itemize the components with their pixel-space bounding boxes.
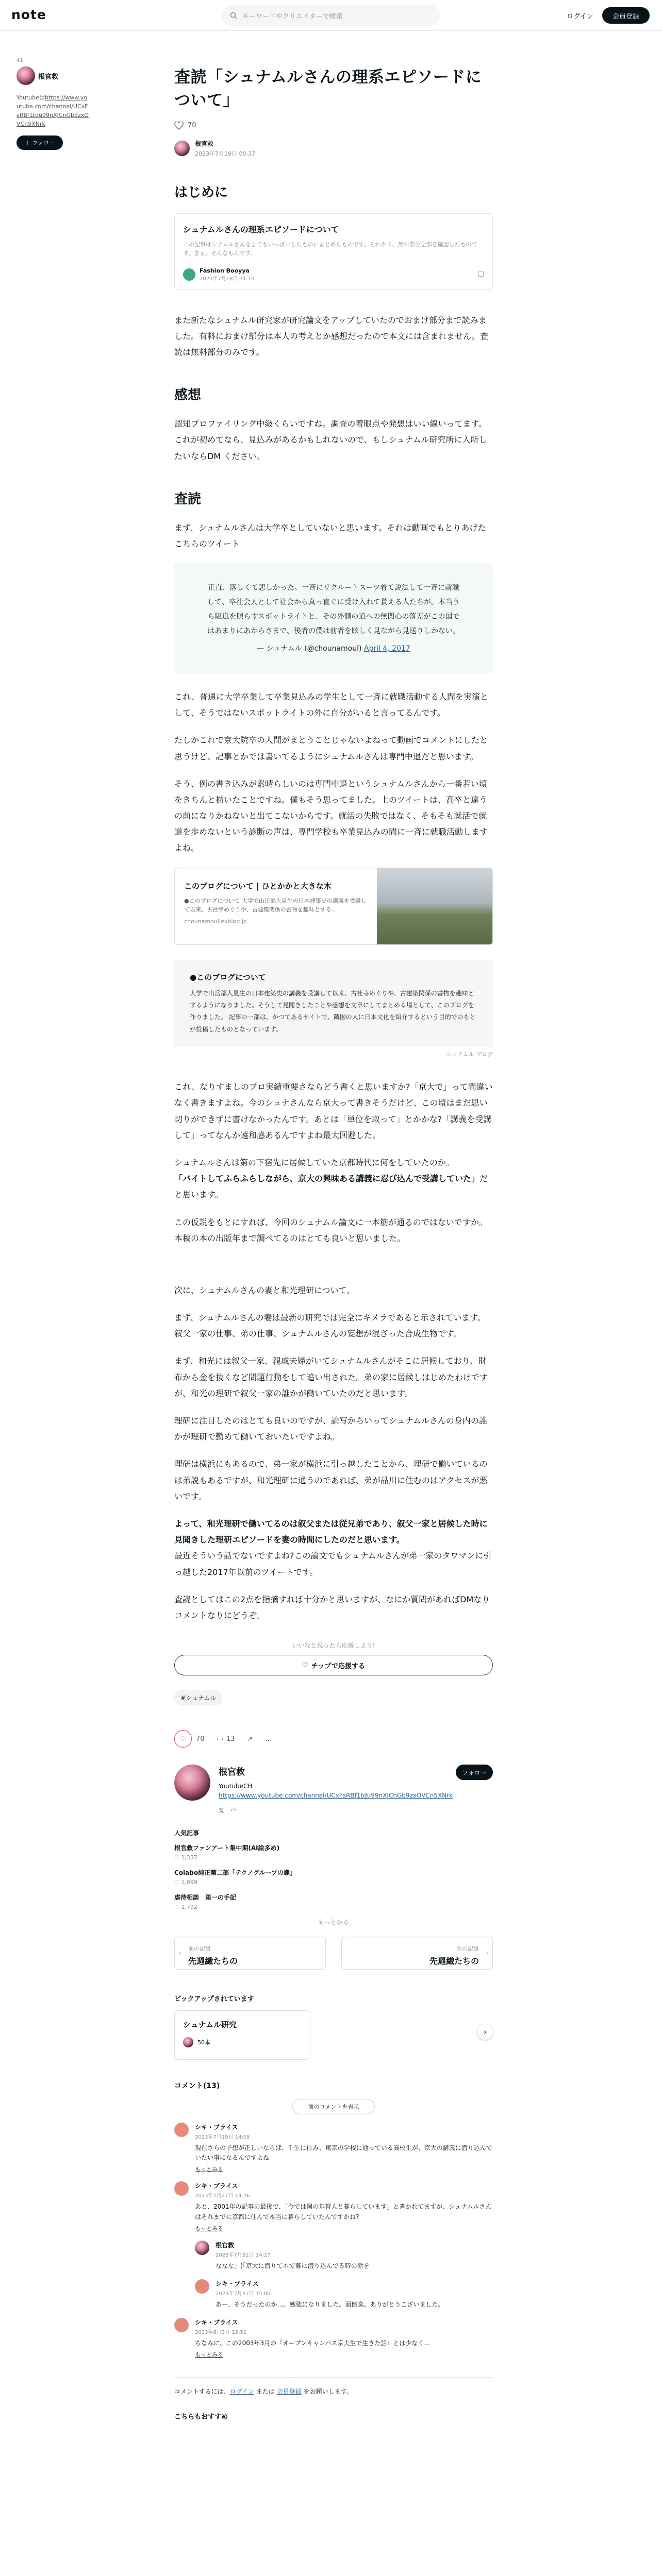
pickup-count: 50本 xyxy=(197,2039,210,2046)
popular-heading: 人気記事 xyxy=(174,1829,200,1837)
prev-article[interactable] xyxy=(174,1937,326,1970)
prev-title: 先週繊たちの xyxy=(188,1956,238,1967)
tweet-attribution xyxy=(205,641,462,656)
paragraph-6: この仮説をもとにすれば、今回のシュナムル論文に一本筋が通るのではないですか。本稿の本の出版年まで調べてるのはとても良いと思いました。 xyxy=(174,1217,487,1243)
comment-date: 2023年8月3日 12:51 xyxy=(195,2330,247,2336)
tweet-date-link[interactable]: April 4, 2017 xyxy=(363,644,410,653)
share-icon: ↗ xyxy=(247,1735,253,1743)
publish-date: 2023年7月19日 00:37 xyxy=(195,150,256,157)
embed-title: シュナムルさんの理系エピソードについて xyxy=(183,224,339,234)
pickup-section xyxy=(174,1993,493,2060)
commenter-name[interactable]: シキ・ブライス xyxy=(195,2182,238,2190)
creator-profile xyxy=(174,1765,493,1815)
prompt-text-1: コメントするには、 xyxy=(174,2388,230,2396)
popular-item-count: ♡ 1,099 xyxy=(174,1879,197,1886)
tweet-author: — シュナムル (@chounamoul) xyxy=(257,644,362,653)
like-button[interactable] xyxy=(174,1730,205,1748)
comment-date: 2023年7月27日 14:26 xyxy=(195,2193,250,2199)
comment-item xyxy=(174,2181,493,2232)
paragraph-8: まず、シュナムルさんの妻は最新の研究では完全にキメラであると示されています。叙父一家の仕事、弟の仕事、シュナムルさんの妄想が混ざった合成生物です。 xyxy=(174,1313,486,1339)
p12-a: よって、和光理研で働いてるのは叙父または従兄弟であり、叙父一家と居候した時に見聞きした理研エピソードを妻の時間にしたのだと思います。 xyxy=(174,1518,488,1545)
commenter-avatar[interactable] xyxy=(195,2279,209,2294)
prompt-text-2: または xyxy=(256,2388,275,2396)
chevron-right-icon: › xyxy=(486,1950,488,1957)
more-link[interactable]: もっとみる xyxy=(318,1919,349,1926)
commenter-name[interactable]: シキ・ブライス xyxy=(216,2280,259,2288)
popular-item-title: 虐待相談 第一の手記 xyxy=(174,1894,237,1902)
follow-button[interactable] xyxy=(16,135,63,150)
pickup-heading: ピックアップされています xyxy=(174,1995,254,2004)
p5-a: シュナムルさんは第の下宿先に居候していた京都時代に何をしていたのか。 xyxy=(174,1157,454,1167)
impression-paragraph: 認知プロファイリング中級くらいですね。調査の着眼点や発想はいい線いってます。これが初めてなら、見込みがあるかもしれないので、もしシュナムル研究所に入所したいならDM ください。 xyxy=(174,419,487,461)
signup-link[interactable]: 会員登録 xyxy=(276,2388,302,2396)
follow-icon: ＋ xyxy=(24,140,30,147)
commenter-avatar[interactable] xyxy=(195,2241,209,2255)
embedded-note-card[interactable] xyxy=(174,213,493,290)
comment-count: 13 xyxy=(226,1735,235,1743)
comment-date: 2023年7月31日 14:27 xyxy=(216,2252,271,2258)
commenter-name[interactable]: シキ・ブライス xyxy=(195,2124,238,2131)
note-logo[interactable]: note xyxy=(11,7,46,22)
avatar[interactable] xyxy=(16,66,35,85)
profile-link[interactable]: https://www.youtube.com/channel/UCxFsRBf1tdu99nXJCnGb9zxOVCn5XNrk xyxy=(219,1792,453,1800)
paragraph-1: これ、普通に大学卒業して卒業見込みの学生として一斉に就職活動する人間を実演として、そうではないスポットライトの外に自分がいると言ってるんです。 xyxy=(174,691,488,718)
action-bar xyxy=(174,1728,493,1749)
like-heart-icon: ♡ xyxy=(174,1730,192,1748)
comment-text: あー、そうだったのか…。勉強になりました。面倒臭、ありがとうございました。 xyxy=(216,2301,444,2309)
paragraph-7: 次に、シュナムルさんの妻と和光理研について。 xyxy=(174,1285,355,1295)
comment-item xyxy=(174,2123,493,2173)
next-label: 次の記事 xyxy=(456,1945,479,1953)
embedded-tweet[interactable] xyxy=(174,563,493,673)
site-header xyxy=(0,0,662,31)
profile-description xyxy=(219,1782,453,1800)
section-heading-review: 査読 xyxy=(174,491,202,507)
blog-heading: ●このブログについて xyxy=(190,972,266,982)
support-section xyxy=(174,1641,493,1675)
link-card[interactable] xyxy=(174,868,493,945)
intro-paragraph: また新たなシュナムル研究家が研究論文をアップしていたのでおまけ部分まで読みました。有料におまけ部分は本人の考えとか感想だったので本文には含まれません。査読は無料部分のみです。 xyxy=(174,315,488,358)
tip-button[interactable] xyxy=(174,1655,493,1675)
comment-more-link[interactable]: もっとみる xyxy=(195,2166,223,2173)
comment-text: 現在さらの予想が正しいならば、千生に住み、東京の学校に通っている高校生が、京大の講義に潜り込んでいたい事になるんですよね xyxy=(195,2144,492,2162)
login-button[interactable]: ログイン xyxy=(567,12,593,21)
commenter-avatar[interactable] xyxy=(174,2181,189,2196)
comment-text: あと、2001年の記事の最後で、「今では岡の基督人と暮らしています」と書かれてますが、シュナムルさんはそれまでに京都に住んで本当に暮らしていたんですかね? xyxy=(195,2203,492,2221)
link-card-thumbnail xyxy=(377,868,492,944)
article-nav xyxy=(174,1937,493,1970)
popular-item-title: 根官救ファンアート集中期(AI絵多め) xyxy=(174,1844,280,1852)
link-card-url: chounamoul.exblog.jp xyxy=(184,918,247,925)
article xyxy=(174,66,493,2421)
comment-button[interactable] xyxy=(217,1735,235,1743)
tip-label: チップで応援する xyxy=(311,1662,365,1670)
embed-author-row xyxy=(183,267,484,282)
rss-icon[interactable]: ◠ xyxy=(230,1807,237,1816)
bio-prefix: Youtubeは xyxy=(16,94,45,101)
prompt-text-3: をお願いします。 xyxy=(303,2388,353,2396)
commenter-name[interactable]: 根官救 xyxy=(216,2241,235,2249)
support-question: いいなと思ったら応援しよう! xyxy=(292,1642,375,1650)
article-meta xyxy=(174,139,493,158)
popular-count-value: 1,792 xyxy=(181,1904,197,1911)
login-link[interactable]: ログイン xyxy=(229,2388,255,2396)
p5-c: だと思います。 xyxy=(174,1174,488,1200)
pickup-meta xyxy=(183,2037,302,2047)
comment-text: ちなみに、この2003年3月の『オープンキャンパス京大生で生きた話』とは少なく... xyxy=(195,2340,430,2347)
popular-count-value: 1,337 xyxy=(181,1854,197,1861)
popular-item-title: Colabo純正第二部「テクノグループの鹿」 xyxy=(174,1869,296,1877)
blog-screenshot xyxy=(174,960,493,1047)
popular-item[interactable] xyxy=(174,1893,493,1910)
creator-name[interactable]: 根官救 xyxy=(38,73,59,81)
search-input[interactable] xyxy=(222,5,440,26)
like-summary xyxy=(174,122,493,130)
youtube-link[interactable]: https://www.youtube.com/channel/UCxFsRBf1tdu99nXJCnGb9zxOVCn5XNrk xyxy=(16,94,89,128)
comment-login-prompt xyxy=(174,2377,493,2396)
paragraph-2: たしかこれで京大院卒の人間がまとうことじゃないよねって動画でコメントにしたと思うけど、記事とかでは書いてるようにシュナムルさんは専門中退だと思います。 xyxy=(174,735,488,761)
x-icon[interactable]: 𝕏 xyxy=(219,1807,224,1816)
more-button[interactable] xyxy=(265,1735,272,1743)
commenter-avatar[interactable] xyxy=(174,2123,189,2137)
author-avatar[interactable] xyxy=(174,141,190,156)
comment-item xyxy=(174,2318,493,2359)
pickup-avatar xyxy=(183,2037,193,2047)
tweet-text: 正直、落しくて悲しかった。一斉にリクルートスーツ着て説法して一斉に就職して、卒社会人として社会から真っ直ぐに受け入れて貰える人たちが。本当うら駆道を照らすスポットライトと、その外側の道への無関心の落差がこの国ではあまりにあからさまで、後者の僕は前者を眩しく見ながら見送りしかない。 xyxy=(207,583,460,635)
profile-avatar[interactable] xyxy=(174,1765,210,1801)
pickup-card[interactable] xyxy=(174,2010,310,2060)
profile-desc-prefix: YoutubeCH xyxy=(219,1783,253,1790)
comment-more-link[interactable]: もっとみる xyxy=(195,2351,223,2359)
like-count-bottom: 70 xyxy=(196,1735,205,1743)
prev-label: 前の記事 xyxy=(188,1945,211,1953)
commenter-name[interactable]: シキ・ブライス xyxy=(195,2319,238,2327)
profile-name[interactable]: 根官救 xyxy=(219,1767,245,1778)
section-heading-impression: 感想 xyxy=(174,387,202,403)
more-icon: … xyxy=(265,1735,272,1743)
bookmark-icon: ☐ xyxy=(477,270,484,279)
carousel-next-button[interactable] xyxy=(477,2024,493,2040)
paragraph-9: まず、和光には叙父一家、親戚夫婦がいてシュナムルさんがそこに居候しており、財布から金を抜くなど問題行動をして追い出された。弟の家に居候しはじめたわけですが、和光の理研で叙父一家の誰かが働いていたのだと思います。 xyxy=(174,1356,488,1398)
embed-author: Fashion Booyya xyxy=(200,267,250,274)
chevron-left-icon: ‹ xyxy=(179,1950,181,1957)
p12-b: 最近そういう話でないですよね?この論文でもシュナムルさんが弟一家のタワマンに引っ越した2017年以前のツイートです。 xyxy=(174,1551,492,1577)
paragraph-12 xyxy=(174,1516,493,1580)
popular-count-value: 1,099 xyxy=(181,1879,197,1886)
link-card-description: ●このブログについて 大学で山岳部人見生の日本建築史の講義を受講して以来、古社寺めぐりや、古建築関係の書物を趣味とする... xyxy=(184,897,367,913)
popular-item-count: ♡ 1,337 xyxy=(174,1854,197,1861)
comment-more-link[interactable]: もっとみる xyxy=(195,2225,223,2232)
section-heading-intro: はじめに xyxy=(174,184,228,200)
tip-icon: ♡ xyxy=(302,1661,308,1669)
avatar-badge: 41 xyxy=(16,58,23,63)
embed-author-avatar xyxy=(183,268,195,281)
pickup-title: シュナムル研究 xyxy=(183,2020,237,2030)
paragraph-5 xyxy=(174,1155,493,1203)
link-card-title: このブログについて | ひとかかと大きな木 xyxy=(184,881,332,891)
share-button[interactable] xyxy=(247,1735,253,1743)
like-count: 70 xyxy=(188,122,196,130)
embed-date: 2023年7月18日 11:10 xyxy=(200,276,255,282)
comments-heading: コメント(13) xyxy=(174,2082,220,2091)
comment-item xyxy=(195,2279,493,2310)
author-name[interactable]: 根官救 xyxy=(195,140,214,147)
commenter-avatar[interactable] xyxy=(174,2318,189,2332)
popular-item[interactable] xyxy=(174,1843,493,1861)
arrow-right-icon: › xyxy=(484,2027,487,2037)
recommend-heading: こちらもおすすめ xyxy=(174,2413,228,2421)
popular-item-count: ♡ 1,792 xyxy=(174,1904,197,1911)
profile-follow-button[interactable]: フォロー xyxy=(456,1765,493,1780)
search-placeholder: キーワードやクリエイターで検索 xyxy=(242,12,343,21)
creator-bio xyxy=(16,93,89,128)
next-title: 先週繊たちの xyxy=(429,1956,479,1967)
comment-text: ななな」(「京大に潜りて本で暮に潜り込んでる時の話を xyxy=(216,2262,370,2269)
paragraph-4: これ、なりすましのプロ実績重要さならどう書くと思いますか?「京大で」って間違いなく書きますよね。今のシュナさんなら京大って書きそうだけど、この頃はまだ思い切りができずに書けなかったんです。あとは「単位を取って」とかかな?「講義を受講して」ってなんか遠和感あるんですよね最大回避した。 xyxy=(174,1082,493,1140)
signup-button[interactable]: 会員登録 xyxy=(602,7,650,24)
popular-item[interactable] xyxy=(174,1868,493,1886)
show-previous-comments[interactable]: 前のコメントを表示 xyxy=(292,2099,375,2114)
paragraph-13: 査読としてはこの2点を指摘すれば十分かと思いますが、なにか質問があればDMなりコメントなりにどうぞ。 xyxy=(174,1594,490,1620)
next-article[interactable] xyxy=(341,1937,493,1970)
follow-label: フォロー xyxy=(32,140,55,147)
p5-b: 「バイトしてふらふらしながら、京大の興味ある講義に忍び込んで受講していた」 xyxy=(174,1174,480,1184)
social-icons xyxy=(219,1805,373,1815)
heart-icon[interactable] xyxy=(174,122,184,130)
hashtag[interactable]: #シュナムル xyxy=(174,1690,222,1706)
paragraph-10: 理研に注目したのはとても良いのですが、論写からいってシュナムルさんの身内の誰かが理研で勤めて働いておいたいですよね。 xyxy=(174,1416,487,1442)
paragraph-11: 理研は横浜にもあるので、弟一家が横浜に引っ越したことから、理研で働いているのは弟説もあるですが、和光理研に通うのであれば、弟が品川に住むのはアクセスが悪いです。 xyxy=(174,1459,488,1501)
popular-articles xyxy=(174,1828,493,1910)
blog-text: 大学で山岳部人見生の日本建築史の講義を受講して以来、古社寺めぐりや、古建築関係の書物を趣味とするようになりました。そうして見聞きしたことや感想を文章にしてまとめる場として、このブログを作りました。 記事の一部は、かつてあるサイトで、隣国の人に日本文化を紹介するという目的でのもとが投稿したものとなっています。 xyxy=(190,989,476,1033)
article-title: 査読「シュナムルさんの理系エピソードについて」 xyxy=(174,68,482,110)
sidebar xyxy=(16,58,89,150)
comment-item xyxy=(195,2241,493,2271)
comment-icon: ▭ xyxy=(217,1735,223,1743)
comment-date: 2023年7月19日 14:05 xyxy=(195,2134,250,2141)
comment-date: 2023年7月31日 15:00 xyxy=(216,2291,271,2297)
embed-description: この記事はシナムルさんをとてもいっぱいしたものにまとめたものです。それから、無料部分全部を確認したものです。まぁ、そんなもんです。 xyxy=(183,241,477,257)
search-icon xyxy=(230,12,237,19)
image-caption: シュナムル ブログ xyxy=(446,1051,493,1058)
paragraph-3: そう、例の書き込みが素晴らしいのは専門中退というシュナムルさんから一番若い頃をきちんと描いたことですね。僕もそう思ってました。上のツイートは、高卒と違うの前になりかねないと出てこないからです。就活の失敗ではなく、そもそも就活で就道を歩めないという診断の声は、専門学校も卒業見込みの間に一斉に就職活動しますよね。 xyxy=(174,778,488,853)
review-paragraph: まず、シュナムルさんは大学卒としていないと思います。それは動画でもとりあげたこちらのツイート xyxy=(174,522,486,549)
